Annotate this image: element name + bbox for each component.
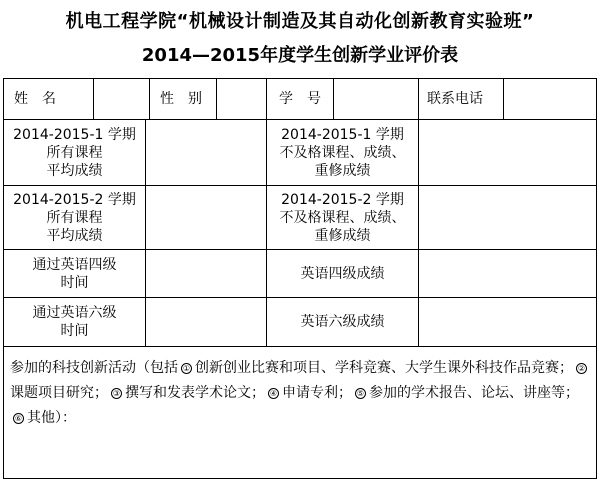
activity-item: 申请专利； (282, 385, 352, 401)
label-line: 时间 (60, 323, 89, 339)
term1-failed-field[interactable] (419, 120, 596, 185)
term1-average-field[interactable] (146, 120, 266, 185)
label-line: 2014-2015-1 学期 (13, 126, 136, 143)
label-line: 所有课程 (46, 144, 103, 161)
gender-label: 性 别 (160, 91, 202, 107)
activity-item: 参加的学术报告、论坛、讲座等； (369, 385, 579, 401)
student-id-field[interactable] (334, 79, 418, 119)
cet4-score-field[interactable] (419, 250, 596, 297)
activities-intro: 参加的科技创新活动（包括 (10, 360, 178, 376)
term1-failed-label (267, 120, 418, 185)
cet6-time-field[interactable] (146, 298, 266, 346)
term2-average-field[interactable] (146, 186, 266, 249)
label-line: 重修成绩 (314, 227, 371, 244)
cet4-time-label (4, 250, 145, 297)
activity-item: 课题项目研究； (10, 385, 108, 401)
label-line: 通过英语四级 (32, 256, 117, 273)
cet6-score-field[interactable] (419, 298, 596, 346)
cet6-score-label: 英语六级成绩 (300, 314, 385, 330)
activities-field[interactable] (4, 347, 596, 478)
phone-field[interactable] (504, 79, 596, 119)
gender-field[interactable] (217, 79, 266, 119)
label-line: 2014-2015-2 学期 (281, 191, 404, 208)
evaluation-form-table (3, 78, 597, 479)
activity-item: 撰写和发表学术论文； (125, 385, 265, 401)
marker-5-icon: ⑤ (356, 388, 365, 398)
label-line: 不及格课程、成绩、 (279, 209, 406, 226)
phone-label: 联系电话 (427, 91, 483, 107)
cet4-time-field[interactable] (146, 250, 266, 297)
label-line: 重修成绩 (314, 162, 371, 179)
marker-1-icon: ① (182, 363, 191, 373)
label-line: 2014-2015-2 学期 (13, 191, 136, 208)
marker-6-icon: ⑥ (14, 413, 23, 423)
label-line: 时间 (60, 274, 89, 291)
marker-3-icon: ③ (112, 388, 121, 398)
label-line: 通过英语六级 (32, 305, 117, 321)
label-line: 不及格课程、成绩、 (279, 144, 406, 161)
label-line: 平均成绩 (46, 162, 103, 179)
student-id-label: 学 号 (279, 91, 321, 107)
activity-item: 创新创业比赛和项目、学科竞赛、大学生课外科技作品竞赛； (195, 360, 573, 376)
name-label: 姓 名 (14, 91, 56, 107)
cet4-score-label: 英语四级成绩 (300, 265, 385, 282)
term1-average-label (4, 120, 145, 185)
marker-4-icon: ④ (269, 388, 278, 398)
form-title: 机电工程学院“机械设计制造及其自动化创新教育实验班” (65, 11, 535, 32)
label-line: 平均成绩 (46, 227, 103, 244)
label-line: 所有课程 (46, 209, 103, 226)
activity-item: 其他）： (27, 410, 76, 426)
term2-average-label (4, 186, 145, 249)
label-line: 2014-2015-1 学期 (281, 126, 404, 143)
marker-2-icon: ② (577, 363, 586, 373)
term2-failed-label (267, 186, 418, 249)
cet6-time-label (4, 298, 145, 346)
form-subtitle: 2014—2015年度学生创新学业评价表 (141, 45, 459, 66)
name-field[interactable] (94, 79, 149, 119)
term2-failed-field[interactable] (419, 186, 596, 249)
